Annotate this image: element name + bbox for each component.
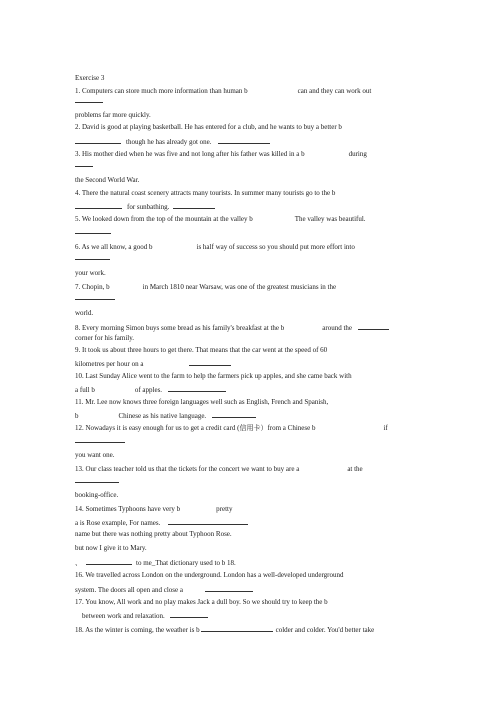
q14-line2: a is Rose example, For names. bbox=[75, 518, 248, 527]
q10-line2: a full b of apples. bbox=[75, 385, 226, 394]
q6-blank-line bbox=[75, 253, 110, 262]
answer-blank[interactable] bbox=[170, 611, 208, 618]
answer-blank[interactable] bbox=[75, 436, 125, 443]
answer-blank[interactable] bbox=[218, 137, 270, 144]
q12-line1: 12. Nowadays it is easy enough for us to get a credit card (信用卡）from a Chinese b if bbox=[75, 424, 388, 432]
q6-line1: 6. As we all know, a good b is half way of success so you should put more effort into bbox=[75, 243, 355, 251]
q11-line1: 11. Mr. Lee now knows three foreign languages well such as English, French and Spanish, bbox=[75, 398, 329, 406]
q4-line1: 4. There the natural coast scenery attracts many tourists. In summer many tourists go to the b bbox=[75, 189, 336, 197]
answer-blank[interactable] bbox=[173, 202, 215, 209]
answer-blank[interactable] bbox=[168, 518, 248, 525]
answer-blank[interactable] bbox=[201, 625, 273, 632]
q5-blank-line bbox=[75, 227, 111, 236]
answer-blank[interactable] bbox=[212, 411, 256, 418]
q2-line2: though he has already got one. bbox=[75, 137, 270, 146]
q13-line2: booking-office. bbox=[75, 491, 119, 499]
q16-line1: 16. We travelled across London on the underground. London has a well-developed underground bbox=[75, 571, 344, 579]
q3-line1: 3. His mother died when he was five and not long after his father was killed in a b during bbox=[75, 150, 367, 158]
q3-blank-line bbox=[75, 160, 93, 169]
q7-blank-line bbox=[75, 293, 115, 302]
answer-blank[interactable] bbox=[75, 227, 111, 234]
answer-blank[interactable] bbox=[358, 323, 389, 330]
q16-line2: system. The doors all open and close a bbox=[75, 585, 253, 594]
q9-line1: 9. It took us about three hours to get there. That means that the car went at the speed of 60 bbox=[75, 346, 328, 354]
q9-line2: kilometres per hour on a bbox=[75, 359, 231, 368]
answer-blank[interactable] bbox=[189, 359, 231, 366]
q18-line1: 18. As the winter is coming, the weather is b colder and colder. You'd better take bbox=[75, 626, 375, 634]
q4-line2: for sunbathing. bbox=[75, 202, 215, 211]
q15-line1: but now I give it to Mary. bbox=[75, 544, 147, 552]
answer-blank[interactable] bbox=[168, 385, 226, 392]
q11-line2: b Chinese as his native language. bbox=[75, 411, 256, 420]
q8-line1: 8. Every morning Simon buys some bread as his family's breakfast at the b around the bbox=[75, 323, 389, 332]
answer-blank[interactable] bbox=[75, 476, 119, 483]
q12-blank-line bbox=[75, 436, 125, 445]
q5-line1: 5. We looked down from the top of the mountain at the valley b The valley was beautiful. bbox=[75, 215, 366, 223]
q2-line1: 2. David is good at playing basketball. He has entered for a club, and he wants to buy a better b bbox=[75, 123, 342, 131]
q12-line2: you want one. bbox=[75, 451, 115, 459]
q15-line2: 、 to me_That dictionary used to b 18. bbox=[75, 559, 236, 567]
q3-line2: the Second World War. bbox=[75, 176, 140, 184]
q6-line2: your work. bbox=[75, 269, 106, 277]
answer-blank[interactable] bbox=[75, 160, 93, 167]
q8-line2: corner for his family. bbox=[75, 334, 135, 342]
answer-blank[interactable] bbox=[205, 585, 253, 592]
q1-line1: 1. Computers can store much more information than human b can and they can work out bbox=[75, 87, 372, 95]
answer-blank[interactable] bbox=[75, 253, 110, 260]
exercise-title: Exercise 3 bbox=[75, 74, 105, 82]
answer-blank[interactable] bbox=[75, 202, 122, 209]
q17-line1: 17. You know, All work and no play makes Jack a dull boy. So we should try to keep the b bbox=[75, 598, 328, 606]
q13-blank-line bbox=[75, 476, 119, 485]
q1-line2: problems far more quickly. bbox=[75, 111, 151, 119]
q7-line2: world. bbox=[75, 309, 94, 317]
q17-line2: between work and relaxation. bbox=[82, 611, 208, 620]
answer-blank[interactable] bbox=[86, 558, 132, 565]
q13-line1: 13. Our class teacher told us that the tickets for the concert we want to buy are a at the bbox=[75, 465, 363, 473]
answer-blank[interactable] bbox=[75, 96, 103, 103]
q14-line3: name but there was nothing pretty about Typhoon Rose. bbox=[75, 530, 232, 538]
answer-blank[interactable] bbox=[75, 137, 121, 144]
answer-blank[interactable] bbox=[75, 293, 115, 300]
q7-line1: 7. Chopin, b in March 1810 near Warsaw, was one of the greatest musicians in the bbox=[75, 283, 337, 291]
q1-blank-line bbox=[75, 96, 103, 105]
q14-line1: 14. Sometimes Typhoons have very b pretty bbox=[75, 505, 233, 513]
q10-line1: 10. Last Sunday Alice went to the farm to help the farmers pick up apples, and she came back with bbox=[75, 372, 352, 380]
